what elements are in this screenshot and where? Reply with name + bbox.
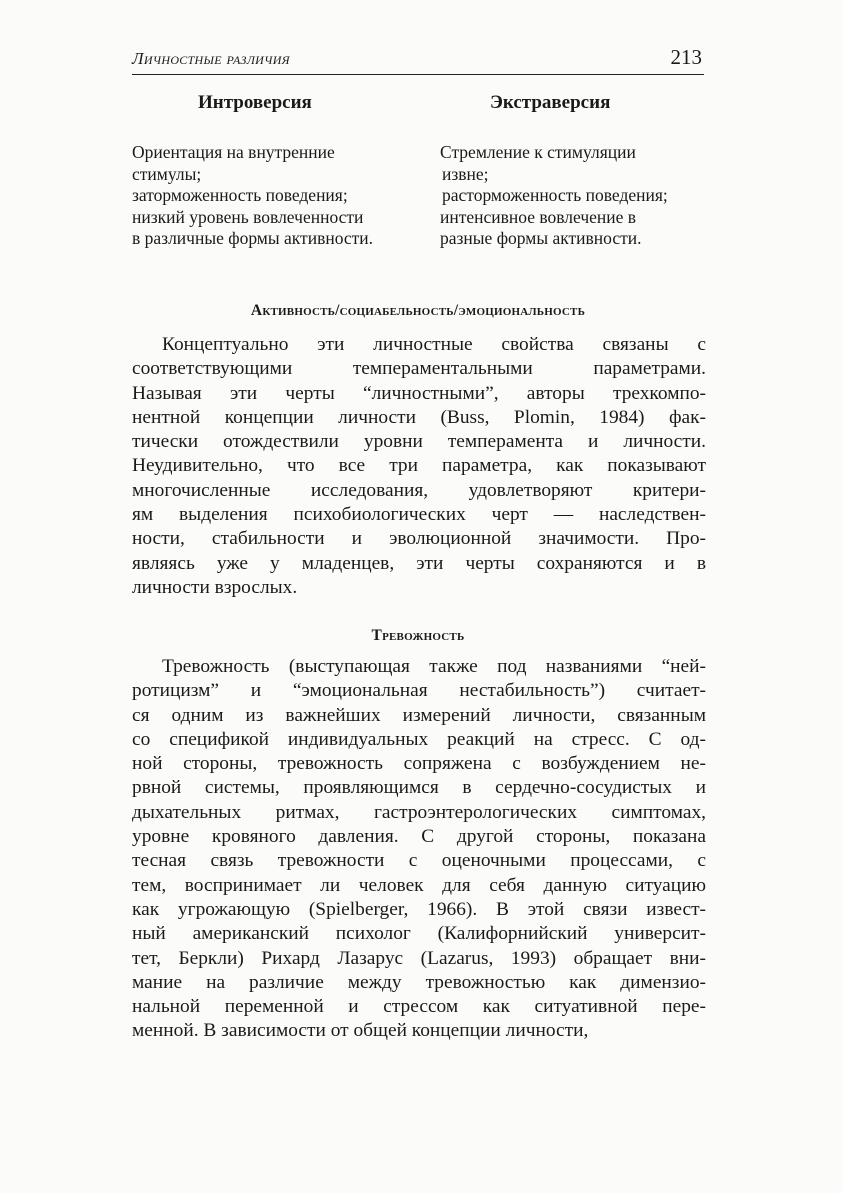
text-line: соответствующими темпераментальными параметрами.	[132, 358, 706, 380]
extraversion-line: разные формы активности.	[440, 228, 642, 248]
text-line: тически отождествили уровни темперамента и личности.	[132, 431, 706, 453]
text-line: многочисленные исследования, удовлетворяют критери-	[132, 479, 706, 501]
section-title-activity: Активность/социабельность/эмоциональность	[250, 302, 586, 319]
text-line: ный американский психолог (Калифорнийский университ-	[132, 923, 706, 945]
introversion-line: Ориентация на внутренние	[132, 142, 335, 162]
text-line: личности взрослых.	[132, 576, 298, 598]
running-title: Личностные различия	[132, 49, 290, 68]
text-line: рвной системы, проявляющимся в сердечно-сосудистых и	[132, 777, 706, 799]
introversion-line: низкий уровень вовлеченности	[132, 206, 364, 227]
text-line: менной. В зависимости от общей концепции личности,	[132, 1020, 589, 1042]
text-line: уровне кровяного давления. С другой стороны, показана	[132, 826, 706, 848]
section-body-activity	[132, 333, 706, 600]
text-line: ности, стабильности и эволюционной значимости. Про-	[132, 528, 706, 550]
text-line: Концептуально эти личностные свойства связаны с	[162, 334, 706, 355]
introversion-column	[132, 142, 422, 250]
text-line: тет, Беркли) Рихард Лазарус (Lazarus, 1993) обращает вни-	[132, 947, 706, 969]
section-title-anxiety: Тревожность	[371, 627, 465, 644]
text-line: ся одним из важнейших измерений личности, связанным	[132, 704, 706, 726]
extraversion-line: интенсивное вовлечение в	[440, 206, 637, 227]
text-line: ной стороны, тревожность сопряжена с возбуждением не-	[132, 753, 706, 775]
introversion-line: стимулы;	[132, 163, 202, 184]
extraversion-line: расторможенность поведения;	[442, 185, 668, 205]
text-line: тесная связь тревожности с оценочными процессами, с	[132, 850, 706, 872]
text-line: мание на различие между тревожностью как димензио-	[132, 971, 706, 993]
text-line: Называя эти черты “личностными”, авторы трехкомпо-	[132, 382, 706, 404]
running-head	[132, 44, 704, 75]
text-line: дыхательных ритмах, гастроэнтерологических симптомах,	[132, 801, 706, 823]
extraversion-line: Стремление к стимуляции	[440, 142, 636, 162]
extraversion-column	[440, 142, 705, 250]
text-line: ротицизм” и “эмоциональная нестабильность”) считает-	[132, 680, 706, 702]
text-line: как угрожающую (Spielberger, 1966). В этой связи извест-	[132, 898, 706, 920]
text-line: ям выделения психобиологических черт — наследствен-	[132, 504, 706, 526]
text-line: нальной переменной и стрессом как ситуативной пере-	[132, 996, 706, 1018]
text-line: Тревожность (выступающая также под названиями “ней-	[162, 656, 706, 677]
introversion-line: заторможенность поведения;	[132, 185, 348, 205]
text-line: являясь уже у младенцев, эти черты сохраняются и в	[132, 552, 706, 574]
extraversion-line: извне;	[442, 163, 489, 184]
introversion-line: в различные формы активности.	[132, 228, 374, 248]
section-body-anxiety	[132, 655, 706, 1044]
text-line: тем, воспринимает ли человек для себя данную ситуацию	[132, 874, 706, 896]
page-number: 213	[670, 45, 702, 69]
text-line: нентной концепции личности (Buss, Plomin, 1984) фак-	[132, 406, 706, 428]
text-line: со спецификой индивидуальных реакций на стресс. С од-	[132, 728, 706, 750]
introversion-heading: Интроверсия	[198, 92, 312, 113]
extraversion-heading: Экстраверсия	[490, 92, 611, 113]
text-line: Неудивительно, что все три параметра, как показывают	[132, 455, 706, 477]
